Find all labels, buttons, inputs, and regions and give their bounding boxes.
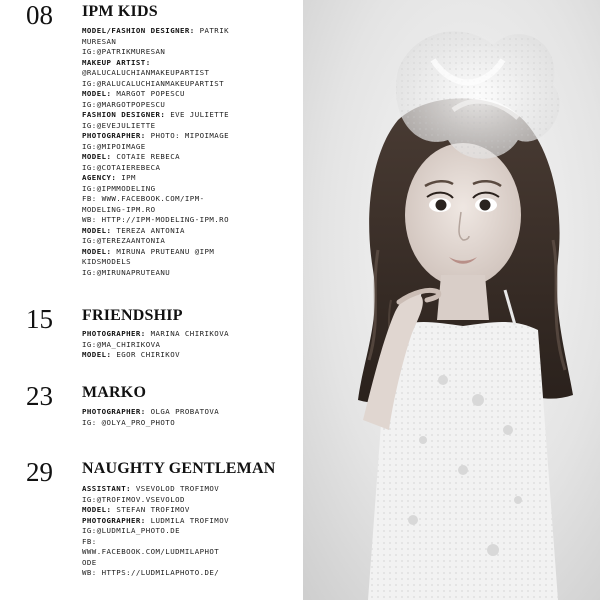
story-title: IPM KIDS — [82, 3, 158, 20]
credit-line — [82, 205, 292, 216]
credit-text: IG:@MA_CHIRIKOVA — [82, 339, 161, 349]
photo-illustration — [303, 0, 600, 600]
credit-line — [82, 505, 292, 516]
credit-text: TEREZA ANTONIA — [116, 225, 185, 235]
credit-line — [82, 121, 292, 132]
credit-text: PHOTO: MIPOIMAGE — [150, 131, 230, 140]
credit-line — [82, 257, 292, 268]
credit-line — [82, 495, 292, 506]
credit-text: @RALUCALUCHIANMAKEUPARTIST — [82, 68, 210, 77]
credit-line — [82, 516, 292, 527]
credits-list — [82, 329, 292, 361]
credit-text: IG:@MIPOIMAGE — [82, 141, 146, 151]
credit-line — [82, 526, 292, 537]
credit-line — [82, 568, 292, 579]
credit-label: PHOTOGRAPHER: — [82, 407, 146, 416]
credit-line — [82, 407, 292, 418]
credit-text: IG:@TEREZAANTONIA — [82, 236, 166, 245]
story-title: NAUGHTY GENTLEMAN — [82, 460, 276, 477]
credit-text: VSEVOLOD TROFIMOV — [135, 484, 220, 493]
credit-label: AGENCY: — [82, 173, 117, 182]
page-number: 15 — [26, 304, 53, 334]
credit-text: MARGOT POPESCU — [116, 89, 185, 98]
girl-portrait-photo — [303, 0, 600, 600]
credit-line — [82, 484, 292, 495]
credit-text: EGOR CHIRIKOV — [116, 350, 181, 359]
credit-line — [82, 163, 292, 174]
credit-line — [82, 215, 292, 226]
credit-label: MAKEUP ARTIST: — [82, 57, 151, 67]
credit-line — [82, 226, 292, 237]
credit-text: MARINA CHIRIKOVA — [150, 329, 230, 338]
credit-label: FASHION DESIGNER: — [82, 110, 166, 119]
credit-text: IG:@MIRUNAPRUTEANU — [82, 267, 171, 277]
credits-list — [82, 26, 292, 278]
credit-label: MODEL: — [82, 89, 112, 98]
credit-text: FB: WWW.FACEBOOK.COM/IPM- — [82, 194, 205, 203]
credit-line — [82, 547, 292, 558]
credit-line — [82, 558, 292, 569]
credit-text: IG: @OLYA_PRO_PHOTO — [82, 417, 176, 427]
credit-line — [82, 100, 292, 111]
page-number: 23 — [26, 381, 53, 411]
credit-line — [82, 142, 292, 153]
credit-line — [82, 418, 292, 429]
credit-text: COTAIE REBECA — [116, 152, 181, 161]
credit-line — [82, 173, 292, 184]
credit-label: PHOTOGRAPHER: — [82, 515, 146, 525]
credit-text: STEFAN TROFIMOV — [116, 505, 190, 514]
credit-text: IG:@RALUCALUCHIANMAKEUPARTIST — [82, 78, 225, 88]
credit-line — [82, 184, 292, 195]
credit-label: MODEL/FASHION DESIGNER: — [82, 26, 195, 35]
story-title: MARKO — [82, 384, 147, 401]
credit-line — [82, 340, 292, 351]
page-number: 29 — [26, 457, 53, 487]
credit-text: EVE JULIETTE — [170, 110, 229, 119]
credit-line — [82, 37, 292, 48]
credit-text: IG:@COTAIEREBECA — [82, 162, 161, 172]
credit-label: MODEL: — [82, 246, 112, 256]
credit-text: MURESAN — [82, 36, 117, 46]
credit-line — [82, 194, 292, 205]
credit-text: ODE — [82, 557, 97, 567]
credit-text: IPM — [121, 173, 136, 182]
credit-label: ASSISTANT: — [82, 484, 131, 493]
credit-text: OLGA PROBATOVA — [150, 407, 220, 416]
credit-line — [82, 247, 292, 258]
credit-line — [82, 89, 292, 100]
credit-text: IG:@TROFIMOV.VSEVOLOD — [82, 494, 185, 504]
credit-line — [82, 47, 292, 58]
credit-line — [82, 268, 292, 279]
credit-text: FB: — [82, 536, 97, 546]
credit-line — [82, 350, 292, 361]
credit-text: WWW.FACEBOOK.COM/LUDMILAPHOT — [82, 547, 220, 556]
credit-text: LUDMILA TROFIMOV — [150, 515, 230, 525]
credit-text: IG:@EVEJULIETTE — [82, 120, 156, 130]
credit-text: IG:@MARGOTPOPESCU — [82, 99, 166, 109]
credit-label: MODEL: — [82, 152, 112, 161]
credit-line — [82, 131, 292, 142]
credits-list — [82, 407, 292, 428]
credit-line — [82, 110, 292, 121]
credit-label: PHOTOGRAPHER: — [82, 131, 146, 140]
credit-text: WB: HTTPS://LUDMILAPHOTO.DE/ — [82, 568, 220, 577]
credit-text: IG:@PATRIKMURESAN — [82, 47, 166, 56]
credit-text: WB: HTTP://IPM-MODELING-IPM.RO — [82, 215, 229, 224]
credit-text: KIDSMODELS — [82, 257, 131, 266]
credit-line — [82, 537, 292, 548]
page-number: 08 — [26, 0, 53, 30]
credit-line — [82, 79, 292, 90]
credit-text: MODELING-IPM.RO — [82, 204, 156, 214]
credit-text: MIRUNA PRUTEANU @IPM — [116, 246, 215, 256]
credit-text: IG:@IPMMODELING — [82, 183, 156, 193]
credit-line — [82, 58, 292, 69]
credit-text: IG:@LUDMILA_PHOTO.DE — [82, 526, 180, 535]
credit-label: PHOTOGRAPHER: — [82, 329, 146, 338]
credit-line — [82, 329, 292, 340]
credits-list — [82, 484, 292, 579]
credit-text: PATRIK — [199, 26, 230, 35]
story-title: FRIENDSHIP — [82, 307, 183, 324]
credit-line — [82, 152, 292, 163]
credit-label: MODEL: — [82, 225, 112, 235]
credit-line — [82, 68, 292, 79]
credit-line — [82, 26, 292, 37]
credit-label: MODEL: — [82, 350, 112, 359]
credit-line — [82, 236, 292, 247]
credit-label: MODEL: — [82, 505, 112, 514]
